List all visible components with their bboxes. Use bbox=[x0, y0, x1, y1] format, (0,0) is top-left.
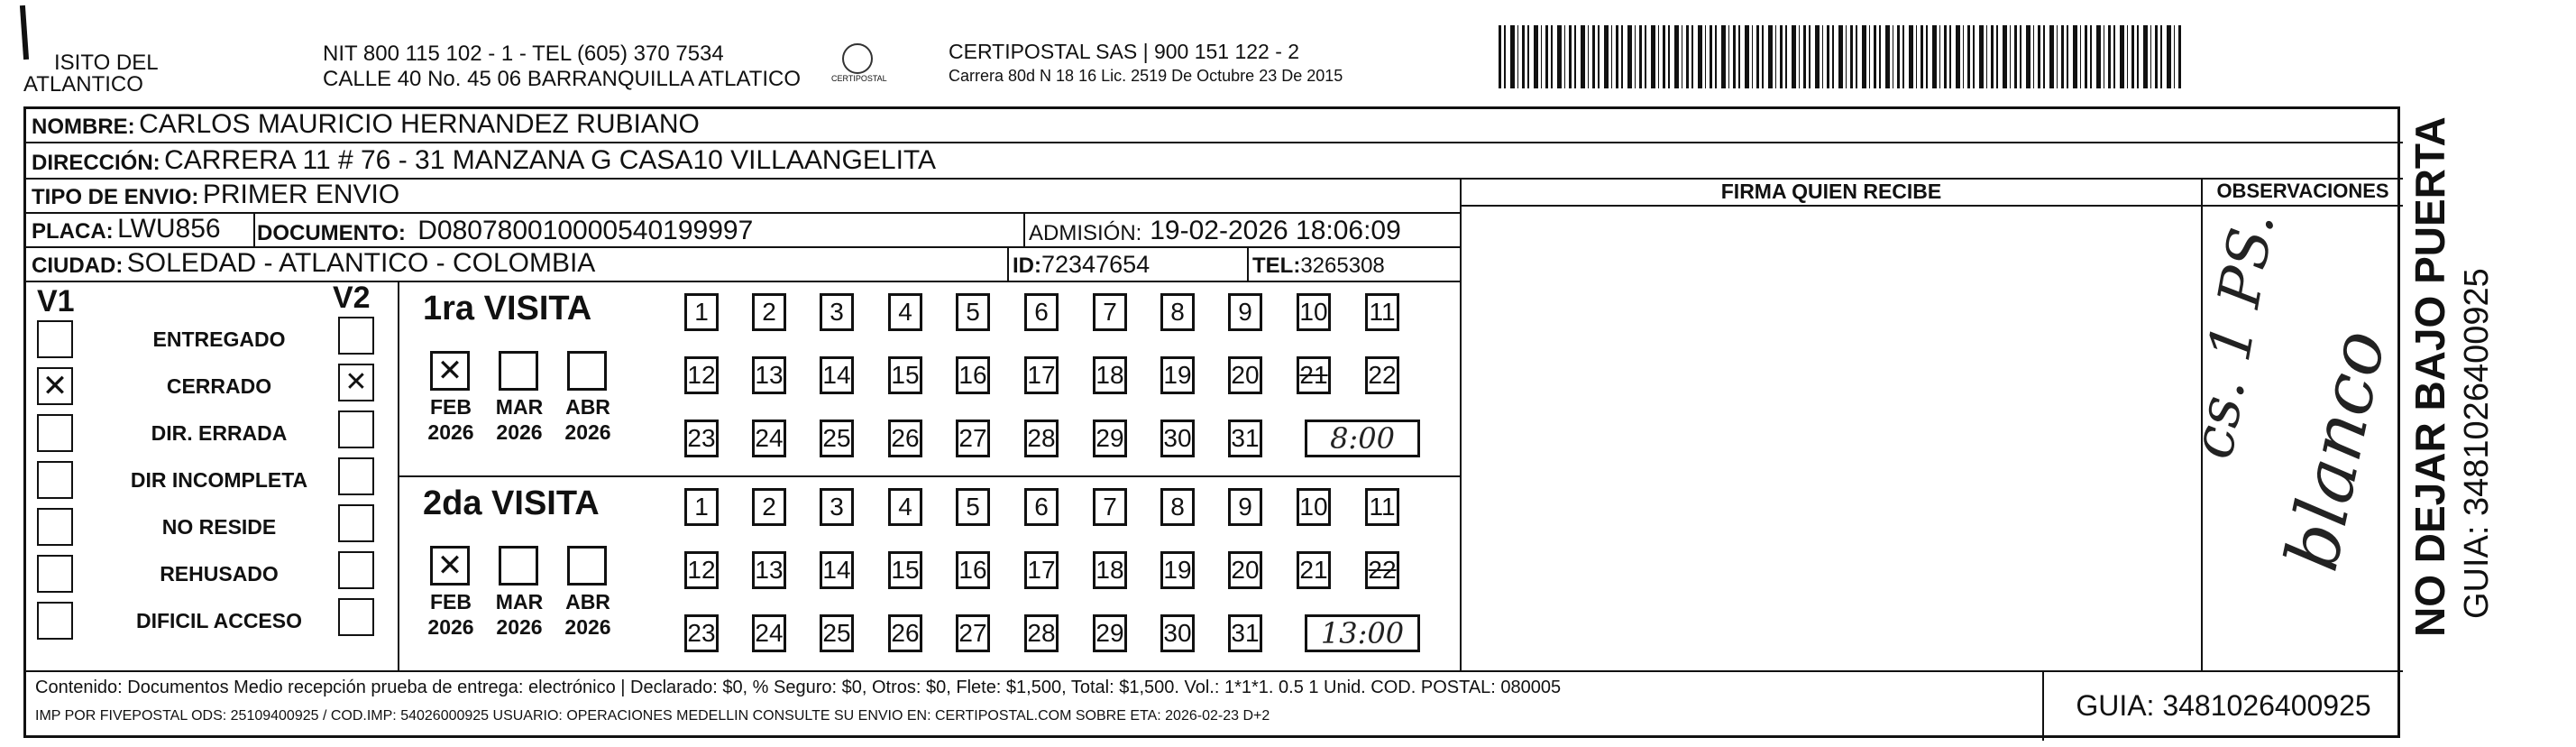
day-box[interactable]: 24 bbox=[752, 614, 786, 652]
day-box[interactable]: 10 bbox=[1297, 488, 1331, 526]
day-box[interactable]: 22 bbox=[1365, 356, 1399, 394]
day-box[interactable]: 7 bbox=[1093, 293, 1127, 331]
firma-label: FIRMA QUIEN RECIBE bbox=[1720, 180, 1942, 203]
v2-checkbox[interactable] bbox=[338, 317, 374, 355]
month-label bbox=[488, 589, 551, 640]
day-box[interactable]: 6 bbox=[1024, 488, 1059, 526]
status-label: ENTREGADO bbox=[152, 327, 286, 351]
sender-sub: ATLANTICO bbox=[23, 72, 143, 97]
day-box[interactable]: 24 bbox=[752, 420, 786, 457]
month-name: ABR bbox=[565, 590, 610, 613]
day-box[interactable]: 18 bbox=[1093, 356, 1127, 394]
day-box[interactable]: 11 bbox=[1365, 488, 1399, 526]
day-box[interactable]: 23 bbox=[684, 614, 719, 652]
day-box[interactable]: 21 bbox=[1297, 356, 1331, 394]
v1-checkbox[interactable] bbox=[37, 602, 73, 640]
month-checkbox[interactable] bbox=[499, 351, 538, 391]
status-label: CERRADO bbox=[166, 374, 272, 398]
admision-value: 19-02-2026 18:06:09 bbox=[1150, 216, 1401, 245]
day-box[interactable]: 26 bbox=[888, 420, 922, 457]
day-box[interactable]: 8 bbox=[1160, 293, 1195, 331]
day-box[interactable]: 10 bbox=[1297, 293, 1331, 331]
tel-value: 3265308 bbox=[1300, 254, 1385, 278]
month-year: 2026 bbox=[496, 615, 543, 639]
day-box[interactable]: 31 bbox=[1228, 614, 1262, 652]
day-box[interactable]: 5 bbox=[956, 488, 990, 526]
v2-checkbox[interactable] bbox=[338, 598, 374, 636]
delivery-form: NOMBRE: CARLOS MAURICIO HERNANDEZ RUBIANO DIRECCIÓN: CARRERA 11 # 76 - 31 MANZANA G CASA10 VILLAANGELITA TIPO DE ENVIO: PRIMER ENVIO PLACA: LWU856 DOCUMENTO: D080780010000540199997 ADMISIÓN: 19-02-2026 18:06:09 CIUDAD: SOLEDAD - ATLANTICO - COLOMBIA ID: 72347654 TEL: 3265308 FIRMA QUIEN RECIBE OBSERVACIONES cs. 1 PS. blanco V1 V2 ENTREGADO ✕ CERRADO ✕ DIR. ERRADA DIR INCOMPLETA NO RESIDE REHUSADO DIFICIL ACCESO 1ra VISITA ✕ FEB 2026 MAR 2026 ABR 2026 1 2 3 4 5 6 7 8 9 10 11 12 13 14 15 16 17 18 19 20 21 22 23 24 25 26 27 28 29 30 31 8:00 2da VISITA ✕ FEB 2026 MAR 2026 ABR 2026 1 2 3 4 5 6 7 8 9 10 11 12 13 14 15 16 17 18 19 20 21 22 23 24 25 26 27 28 29 30 31 13:00 Contenido: Documentos Medio recepción prueba de entrega: electrónico | Declarado: $0, % Seguro: $0, Otros: $0, Flete: $1,500, Total: $1,500. Vol.: 1*1*1. 0.5 1 Unid. COD. POSTAL: 080005 IMP POR FIVEPOSTAL ODS: 25109400925 / COD.IMP: 54026000925 USUARIO: OPERACIONES MEDELLIN CONSULTE SU ENVIO EN: CERTIPOSTAL.COM SOBRE ETA: 2026-02-23 D+2 GUIA: 3481026400925 bbox=[23, 106, 2400, 738]
day-box[interactable]: 30 bbox=[1160, 420, 1195, 457]
day-box[interactable]: 22 bbox=[1365, 551, 1399, 589]
day-box[interactable]: 3 bbox=[820, 488, 854, 526]
day-box[interactable]: 23 bbox=[684, 420, 719, 457]
v2-checkbox[interactable] bbox=[338, 504, 374, 542]
month-name: MAR bbox=[495, 395, 544, 419]
day-box[interactable]: 1 bbox=[684, 293, 719, 331]
status-label: DIFICIL ACCESO bbox=[135, 609, 302, 632]
day-box[interactable]: 18 bbox=[1093, 551, 1127, 589]
day-box[interactable]: 29 bbox=[1093, 614, 1127, 652]
v2-checkbox[interactable] bbox=[338, 551, 374, 589]
month-name: FEB bbox=[430, 395, 472, 419]
day-box[interactable]: 28 bbox=[1024, 420, 1059, 457]
placa-row: PLACA: LWU856 bbox=[32, 214, 221, 244]
day-box[interactable]: 1 bbox=[684, 488, 719, 526]
direccion-value: CARRERA 11 # 76 - 31 MANZANA G CASA10 VILLAANGELITA bbox=[164, 145, 937, 175]
side-warning: NO DEJAR BAJO PUERTA bbox=[2406, 116, 2453, 637]
month-name: ABR bbox=[565, 395, 610, 419]
day-box[interactable]: 29 bbox=[1093, 420, 1127, 457]
id-value: 72347654 bbox=[1041, 251, 1150, 278]
time-note[interactable]: 13:00 bbox=[1305, 614, 1420, 652]
status-label: DIR. ERRADA bbox=[151, 421, 288, 445]
month-checkbox[interactable]: ✕ bbox=[430, 351, 470, 391]
v1-checkbox[interactable] bbox=[37, 414, 73, 452]
day-box[interactable]: 9 bbox=[1228, 488, 1262, 526]
month-checkbox[interactable] bbox=[567, 351, 607, 391]
visit-title: 1ra VISITA bbox=[423, 290, 592, 327]
v2-checkbox[interactable]: ✕ bbox=[338, 364, 374, 401]
day-box[interactable]: 2 bbox=[752, 293, 786, 331]
address-line: CALLE 40 No. 45 06 BARRANQUILLA ATLATICO bbox=[323, 67, 802, 91]
month-checkbox[interactable] bbox=[499, 546, 538, 586]
month-label bbox=[556, 394, 619, 445]
day-box[interactable]: 15 bbox=[888, 551, 922, 589]
sender-name: ISITO DEL bbox=[54, 51, 159, 75]
month-label bbox=[556, 589, 619, 640]
logo-small-text: CERTIPOSTAL bbox=[831, 74, 887, 83]
day-box[interactable]: 31 bbox=[1228, 420, 1262, 457]
month-year: 2026 bbox=[427, 420, 474, 444]
barcode bbox=[1499, 25, 2184, 88]
documento-value: D080780010000540199997 bbox=[417, 216, 754, 245]
v2-checkbox[interactable] bbox=[338, 410, 374, 448]
day-box[interactable]: 16 bbox=[956, 551, 990, 589]
nombre-value: CARLOS MAURICIO HERNANDEZ RUBIANO bbox=[139, 109, 700, 139]
v1-checkbox[interactable] bbox=[37, 555, 73, 593]
day-box[interactable]: 16 bbox=[956, 356, 990, 394]
month-name: FEB bbox=[430, 590, 472, 613]
day-box[interactable]: 30 bbox=[1160, 614, 1195, 652]
month-name: MAR bbox=[495, 590, 544, 613]
imp-text: IMP POR FIVEPOSTAL ODS: 25109400925 / COD.IMP: 54026000925 USUARIO: OPERACIONES MEDELLIN CONSULTE SU ENVIO EN: CERTIPOSTAL.COM SOBRE ETA: 2026-02-23 D+2 bbox=[35, 708, 1270, 724]
day-box[interactable]: 5 bbox=[956, 293, 990, 331]
day-box[interactable]: 2 bbox=[752, 488, 786, 526]
day-box[interactable]: 26 bbox=[888, 614, 922, 652]
certipostal-logo-icon bbox=[842, 43, 873, 74]
status-label: REHUSADO bbox=[160, 562, 279, 586]
month-label bbox=[419, 394, 482, 445]
observacion-handwriting-2: blanco bbox=[2269, 322, 2402, 578]
month-checkbox[interactable] bbox=[567, 546, 607, 586]
day-box[interactable]: 20 bbox=[1228, 551, 1262, 589]
nit-line: NIT 800 115 102 - 1 - TEL (605) 370 7534 bbox=[323, 42, 724, 66]
v1-checkbox[interactable] bbox=[37, 461, 73, 499]
day-box[interactable]: 9 bbox=[1228, 293, 1262, 331]
nombre-row: NOMBRE: CARLOS MAURICIO HERNANDEZ RUBIANO bbox=[32, 109, 700, 139]
day-box[interactable]: 14 bbox=[820, 356, 854, 394]
month-label bbox=[419, 589, 482, 640]
direccion-row: DIRECCIÓN: CARRERA 11 # 76 - 31 MANZANA G CASA10 VILLAANGELITA bbox=[32, 145, 937, 175]
day-box[interactable]: 27 bbox=[956, 614, 990, 652]
contenido-text: Contenido: Documentos Medio recepción prueba de entrega: electrónico | Declarado: $0, % Seguro: $0, Otros: $0, Flete: $1,500, Total: $1,500. Vol.: 1*1*1. 0.5 1 Unid. COD. POSTAL: 080005 bbox=[35, 678, 1562, 697]
day-box[interactable]: 4 bbox=[888, 488, 922, 526]
day-box[interactable]: 8 bbox=[1160, 488, 1195, 526]
tipo-row: TIPO DE ENVIO: PRIMER ENVIO bbox=[32, 180, 400, 209]
v1-checkbox[interactable] bbox=[37, 508, 73, 546]
day-box[interactable]: 27 bbox=[956, 420, 990, 457]
observaciones-label: OBSERVACIONES bbox=[2216, 180, 2389, 202]
sender-logo bbox=[20, 5, 29, 60]
day-box[interactable]: 17 bbox=[1024, 356, 1059, 394]
month-year: 2026 bbox=[564, 420, 611, 444]
day-box[interactable]: 14 bbox=[820, 551, 854, 589]
status-label: NO RESIDE bbox=[161, 515, 277, 539]
ciudad-value: SOLEDAD - ATLANTICO - COLOMBIA bbox=[126, 248, 596, 278]
day-box[interactable]: 7 bbox=[1093, 488, 1127, 526]
day-box[interactable]: 19 bbox=[1160, 551, 1195, 589]
company-line: CERTIPOSTAL SAS | 900 151 122 - 2 bbox=[949, 40, 1300, 63]
day-box[interactable]: 13 bbox=[752, 551, 786, 589]
day-box[interactable]: 20 bbox=[1228, 356, 1262, 394]
day-box[interactable]: 13 bbox=[752, 356, 786, 394]
v1-header: V1 bbox=[37, 284, 75, 318]
day-box[interactable]: 21 bbox=[1297, 551, 1331, 589]
day-box[interactable]: 4 bbox=[888, 293, 922, 331]
day-box[interactable]: 19 bbox=[1160, 356, 1195, 394]
month-checkbox[interactable]: ✕ bbox=[430, 546, 470, 586]
month-label bbox=[488, 394, 551, 445]
time-note[interactable]: 8:00 bbox=[1305, 420, 1420, 457]
placa-value: LWU856 bbox=[117, 214, 221, 244]
month-year: 2026 bbox=[496, 420, 543, 444]
day-box[interactable]: 17 bbox=[1024, 551, 1059, 589]
v2-checkbox[interactable] bbox=[338, 457, 374, 495]
day-box[interactable]: 12 bbox=[684, 356, 719, 394]
day-box[interactable]: 28 bbox=[1024, 614, 1059, 652]
firma-area[interactable] bbox=[1462, 207, 2201, 670]
footer-guia: GUIA: 3481026400925 bbox=[2076, 688, 2371, 722]
v1-checkbox[interactable]: ✕ bbox=[37, 367, 73, 405]
observacion-handwriting-1: cs. 1 PS. bbox=[2179, 207, 2288, 464]
ciudad-row: CIUDAD: SOLEDAD - ATLANTICO - COLOMBIA bbox=[32, 248, 596, 278]
month-year: 2026 bbox=[427, 615, 474, 639]
v1-checkbox[interactable] bbox=[37, 320, 73, 358]
day-box[interactable]: 12 bbox=[684, 551, 719, 589]
day-box[interactable]: 25 bbox=[820, 420, 854, 457]
company-address: Carrera 80d N 18 16 Lic. 2519 De Octubre 23 De 2015 bbox=[949, 67, 1343, 85]
day-box[interactable]: 3 bbox=[820, 293, 854, 331]
month-year: 2026 bbox=[564, 615, 611, 639]
day-box[interactable]: 15 bbox=[888, 356, 922, 394]
day-box[interactable]: 11 bbox=[1365, 293, 1399, 331]
day-box[interactable]: 25 bbox=[820, 614, 854, 652]
v2-header: V2 bbox=[333, 281, 371, 315]
tipo-value: PRIMER ENVIO bbox=[202, 180, 400, 209]
day-box[interactable]: 6 bbox=[1024, 293, 1059, 331]
side-guia: GUIA: 3481026400925 bbox=[2458, 268, 2496, 619]
status-label: DIR INCOMPLETA bbox=[130, 468, 308, 492]
visit-title: 2da VISITA bbox=[423, 484, 600, 522]
